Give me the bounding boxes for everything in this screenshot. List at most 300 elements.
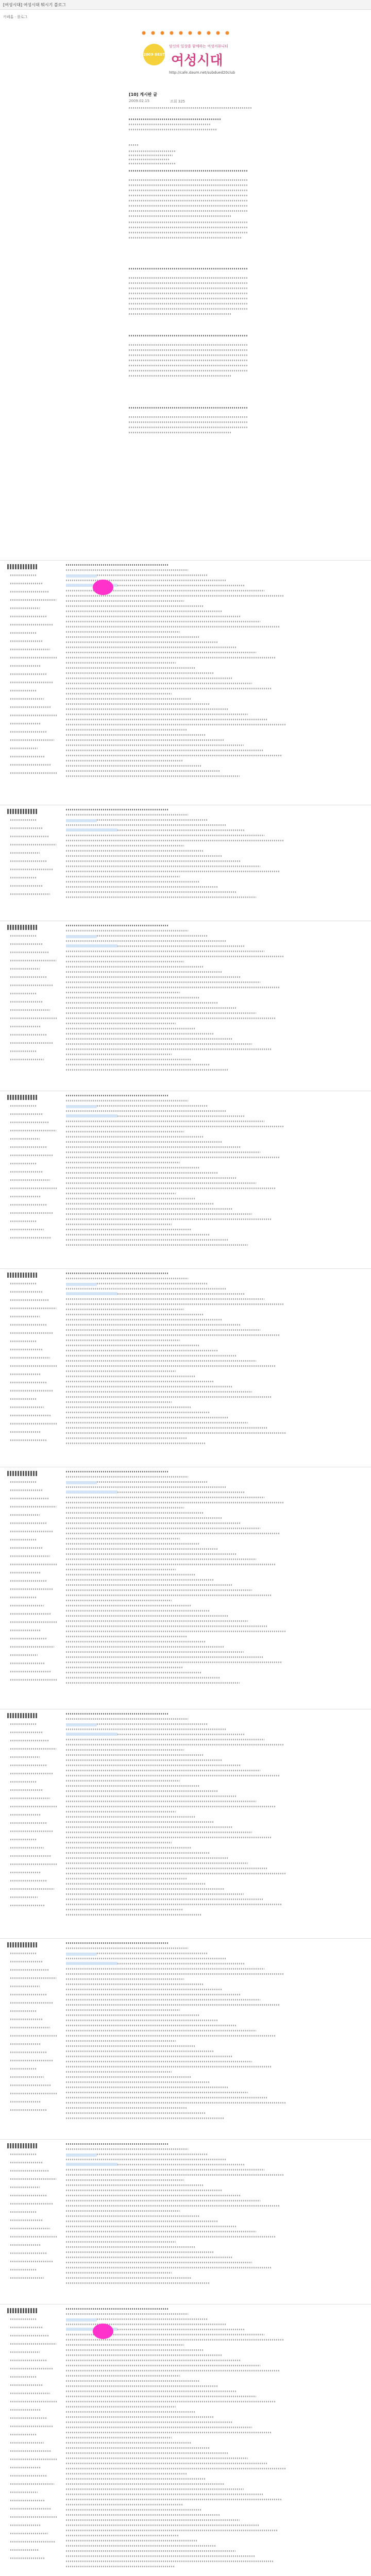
list-item[interactable] [66,1391,252,1393]
list-item[interactable] [66,2076,191,2078]
list-item[interactable] [66,1759,222,1761]
sidebar-item[interactable] [10,1822,47,1824]
sidebar-item[interactable] [10,574,36,576]
list-item[interactable] [66,881,199,883]
list-item[interactable] [66,1942,169,1944]
list-item[interactable] [66,1574,195,1575]
list-item[interactable] [66,1303,283,1305]
list-item[interactable] [66,2416,214,2418]
list-item[interactable] [66,2447,210,2449]
list-item[interactable] [66,1386,233,1387]
sidebar-item[interactable] [10,1880,47,1882]
list-item[interactable] [66,2030,256,2031]
sidebar-item[interactable] [10,649,50,650]
list-item[interactable] [66,1857,229,1859]
list-item[interactable] [66,1151,260,1153]
list-item[interactable] [66,1054,172,1055]
list-item[interactable] [66,1427,267,1429]
sidebar-item[interactable] [10,690,37,691]
sidebar-item[interactable] [10,2109,47,2111]
list-item[interactable] [66,1947,188,1949]
sidebar-item[interactable] [10,893,50,895]
list-item[interactable] [66,981,260,983]
list-item[interactable] [66,1667,182,1668]
list-item[interactable] [66,1832,252,1833]
list-item[interactable] [66,600,184,602]
list-item[interactable] [66,2524,259,2526]
list-item[interactable] [66,2349,203,2351]
sidebar-item[interactable] [10,756,44,757]
sidebar-item[interactable] [10,860,46,862]
list-item[interactable] [66,866,260,867]
sidebar-item[interactable] [10,2459,57,2460]
list-item[interactable] [66,1422,248,1423]
list-item[interactable] [66,1999,260,2001]
list-item[interactable] [66,2308,169,2310]
list-item[interactable] [66,1502,283,1503]
sidebar-item[interactable] [10,943,43,945]
list-item[interactable] [66,997,199,998]
sidebar-item[interactable] [10,1671,51,1672]
sidebar-item[interactable] [10,1212,54,1214]
sidebar-item[interactable] [10,673,47,675]
list-item[interactable] [66,1522,241,1524]
list-item[interactable] [66,744,244,746]
list-item[interactable] [66,2210,180,2212]
sidebar-item[interactable] [10,2002,53,2004]
list-item[interactable] [66,1146,241,1148]
sidebar-item[interactable] [10,1740,49,1741]
sidebar-item[interactable] [10,1374,40,1375]
list-item[interactable] [66,1909,182,1910]
sidebar-item[interactable] [10,1748,56,1750]
list-item[interactable] [66,2071,172,2073]
sidebar-item[interactable] [10,698,44,700]
sidebar-item[interactable] [10,1357,50,1359]
list-item[interactable] [66,2061,252,2062]
list-item[interactable] [66,1141,222,1143]
sidebar-item[interactable] [10,2101,41,2103]
list-item[interactable] [66,2391,237,2392]
list-item[interactable] [66,886,218,888]
sidebar-item[interactable] [10,1605,44,1606]
list-item[interactable] [66,2184,203,2186]
sidebar-item[interactable] [10,2450,50,2452]
sidebar-item[interactable] [10,1324,46,1326]
sidebar-item[interactable] [10,1986,40,1987]
sidebar-item[interactable] [10,1953,36,1954]
list-item[interactable] [66,987,279,988]
sidebar-item[interactable] [10,952,49,953]
sidebar-item[interactable] [10,1130,56,1131]
sidebar-item[interactable] [10,2076,44,2078]
list-item[interactable] [66,1064,210,1065]
list-item[interactable] [66,1376,195,1377]
list-item[interactable] [66,855,222,857]
sidebar-item[interactable] [10,2384,43,2386]
sidebar-item[interactable] [10,2019,43,2020]
list-item[interactable] [66,1878,187,1879]
sidebar-item[interactable] [10,885,43,887]
sidebar-item[interactable] [10,1001,43,1003]
list-item[interactable] [66,1605,191,1606]
list-item[interactable] [66,2143,169,2145]
sidebar-item[interactable] [10,2376,37,2378]
list-item[interactable] [66,2056,233,2057]
list-item[interactable] [66,1625,267,1627]
sidebar-item[interactable] [10,819,36,821]
list-item[interactable] [66,1443,206,1444]
list-item[interactable] [66,2148,188,2150]
sidebar-item[interactable] [10,1555,50,1557]
sidebar-item[interactable] [10,1522,46,1524]
list-item[interactable] [66,755,282,756]
list-item[interactable] [66,1043,252,1045]
list-item[interactable] [66,1319,222,1320]
sidebar-item[interactable] [10,2244,40,2246]
list-item[interactable] [66,2040,176,2042]
list-item[interactable] [66,1360,256,1362]
list-item[interactable] [66,1553,237,1555]
list-item[interactable] [66,1728,226,1730]
list-item[interactable] [66,1314,203,1315]
list-item[interactable] [66,1543,199,1545]
list-item[interactable] [66,1847,191,1849]
sidebar-item[interactable] [10,2549,38,2551]
sidebar-item[interactable] [10,2508,51,2510]
list-item[interactable] [66,1662,282,1663]
list-item[interactable] [66,2494,263,2495]
list-item[interactable] [66,814,188,816]
sidebar-item[interactable] [10,2524,41,2526]
sidebar-item[interactable] [10,1663,44,1664]
sidebar-item[interactable] [10,599,56,601]
list-item[interactable] [66,976,241,978]
list-item[interactable] [66,1826,233,1828]
list-item[interactable] [66,835,264,836]
list-item[interactable] [66,2411,195,2413]
list-item[interactable] [66,580,226,581]
list-item[interactable] [66,1023,176,1024]
list-item[interactable] [66,2354,222,2356]
sidebar-item[interactable] [10,827,43,829]
sidebar-item[interactable] [10,2327,43,2328]
list-item[interactable] [66,1497,264,1498]
list-item[interactable] [66,2097,267,2098]
breadcrumb-item[interactable]: 카페홈 [3,15,14,19]
list-item[interactable] [66,1636,187,1637]
sidebar-item[interactable] [10,869,53,870]
list-item[interactable] [66,1842,172,1843]
sidebar-item[interactable] [10,2318,36,2320]
list-item[interactable] [66,1193,176,1194]
list-item[interactable] [66,1203,214,1205]
sidebar-item[interactable] [10,2483,54,2485]
list-item[interactable] [66,2159,226,2160]
list-item[interactable] [66,1558,256,1560]
sidebar-item[interactable] [10,1896,38,1898]
sidebar-item[interactable] [10,1059,44,1060]
sidebar-item[interactable] [10,640,43,642]
list-item[interactable] [66,2365,260,2366]
sidebar-item[interactable] [10,1646,54,1648]
list-item[interactable] [66,1110,226,1112]
sidebar-item[interactable] [10,960,56,961]
sidebar-item[interactable] [10,1415,50,1416]
sidebar-item[interactable] [10,1018,57,1019]
sidebar-item[interactable] [10,1050,37,1052]
list-item[interactable] [66,1883,206,1885]
list-item[interactable] [66,1765,241,1766]
list-item[interactable] [66,1564,275,1565]
list-item[interactable] [66,1028,195,1029]
list-item[interactable] [66,1486,226,1488]
list-item[interactable] [66,840,283,841]
list-item[interactable] [66,1888,225,1890]
sidebar-item[interactable] [10,706,50,708]
list-item[interactable] [66,1978,184,1980]
sidebar-item[interactable] [10,1229,44,1230]
sidebar-item[interactable] [10,1382,47,1383]
breadcrumb-item[interactable]: 블로그 [16,15,28,19]
sidebar-item[interactable] [10,1855,50,1857]
list-item[interactable] [66,1868,267,1869]
list-item[interactable] [66,1718,188,1720]
list-item[interactable] [66,770,221,772]
list-item[interactable] [66,1780,180,1782]
list-item[interactable] [66,1651,244,1653]
list-item[interactable] [66,2478,206,2480]
list-item[interactable] [66,2190,222,2191]
sidebar-item[interactable] [10,2035,57,2037]
list-item[interactable] [66,647,237,648]
sidebar-item[interactable] [10,1961,43,1962]
sidebar-item[interactable] [10,1316,40,1317]
list-item[interactable] [66,2092,248,2093]
list-item[interactable] [66,1548,218,1550]
list-item[interactable] [66,2241,176,2243]
sidebar-item[interactable] [10,624,53,625]
sidebar-item[interactable] [10,748,38,749]
sidebar-item[interactable] [10,1204,47,1206]
list-item[interactable] [66,2045,195,2047]
sidebar-item[interactable] [10,2084,50,2086]
list-item[interactable] [66,2267,271,2268]
list-item[interactable] [66,2401,275,2402]
sidebar-item[interactable] [10,2187,40,2188]
sidebar-item[interactable] [10,2228,50,2229]
list-item[interactable] [66,641,218,643]
list-item[interactable] [66,2014,199,2016]
list-item[interactable] [66,2050,214,2052]
list-item[interactable] [66,1345,199,1346]
list-item[interactable] [66,2437,172,2438]
sidebar-item[interactable] [10,1341,37,1342]
list-item[interactable] [66,971,222,973]
list-item[interactable] [66,1126,283,1127]
list-item[interactable] [66,1239,229,1241]
list-item[interactable] [66,734,206,736]
sidebar-item[interactable] [10,1863,57,1865]
sidebar-item[interactable] [10,2351,40,2353]
list-item[interactable] [66,2550,235,2552]
list-item[interactable] [66,1984,203,1985]
sidebar-item[interactable] [10,1994,46,1995]
list-item[interactable] [66,1198,195,1199]
sidebar-item[interactable] [10,836,49,837]
sidebar-item[interactable] [10,1806,57,1807]
list-item[interactable] [66,1677,221,1679]
sidebar-item[interactable] [10,1572,40,1573]
sidebar-item[interactable] [10,1977,56,1979]
list-item[interactable] [66,2432,271,2433]
sidebar-item[interactable] [10,1969,49,1971]
sidebar-item[interactable] [10,852,40,854]
sidebar-item[interactable] [10,2516,58,2518]
list-item[interactable] [66,1873,286,1874]
list-item[interactable] [66,1816,195,1818]
list-item[interactable] [66,1437,187,1439]
list-item[interactable] [66,1994,241,1995]
sidebar-item[interactable] [10,2068,37,2070]
list-item[interactable] [66,2324,226,2325]
list-item[interactable] [66,940,226,942]
list-item[interactable] [66,2226,237,2227]
sidebar-item[interactable] [10,976,46,978]
sidebar-item[interactable] [10,2417,47,2419]
list-item[interactable] [66,1334,279,1336]
sidebar-item[interactable] [10,844,56,845]
sidebar-item[interactable] [10,1179,50,1181]
list-item[interactable] [66,2458,248,2459]
list-item[interactable] [66,1904,282,1905]
sidebar-item[interactable] [10,2401,57,2402]
list-item[interactable] [66,1177,237,1179]
list-item[interactable] [66,2452,229,2454]
sidebar-item[interactable] [10,665,40,667]
list-item[interactable] [66,1507,184,1509]
list-item[interactable] [66,1641,206,1642]
sidebar-item[interactable] [10,1847,44,1849]
list-item[interactable] [66,1329,260,1331]
list-item[interactable] [66,1785,199,1787]
sidebar-item[interactable] [10,2052,47,2053]
sidebar-item[interactable] [10,2533,48,2534]
list-item[interactable] [66,1417,229,1418]
sidebar-item[interactable] [10,1723,36,1725]
list-item[interactable] [66,703,210,705]
list-item[interactable] [66,1610,210,1612]
list-item[interactable] [66,1631,286,1632]
list-item[interactable] [66,2262,252,2263]
list-item[interactable] [66,714,248,715]
sidebar-item[interactable] [10,1155,53,1156]
list-item[interactable] [66,1852,210,1854]
sidebar-item[interactable] [10,1439,47,1441]
list-item[interactable] [66,1038,233,1040]
list-item[interactable] [66,1569,176,1570]
sidebar-item[interactable] [10,2178,56,2180]
list-item[interactable] [66,1432,286,1434]
list-item[interactable] [66,2473,187,2475]
list-item[interactable] [66,1837,271,1838]
list-item[interactable] [66,1401,172,1403]
sidebar-item[interactable] [10,731,47,733]
list-item[interactable] [66,765,201,767]
list-item[interactable] [66,2313,188,2315]
list-item[interactable] [66,693,172,694]
list-item[interactable] [66,956,283,957]
list-item[interactable] [66,2205,279,2207]
sidebar-item[interactable] [10,739,54,741]
list-item[interactable] [66,1172,218,1174]
sidebar-item[interactable] [10,968,40,970]
list-item[interactable] [66,2087,229,2088]
list-item[interactable] [66,1533,279,1534]
list-item[interactable] [66,2504,182,2505]
site-title-link[interactable]: [여성시대] 여성시대 뭐시기 블로그 [3,3,66,7]
list-item[interactable] [66,2519,240,2521]
list-item[interactable] [66,616,241,617]
list-item[interactable] [66,1968,264,1970]
list-item[interactable] [66,1208,233,1210]
sidebar-item[interactable] [10,1042,54,1044]
list-item[interactable] [66,1615,229,1617]
list-item[interactable] [66,667,195,669]
list-item[interactable] [66,2396,256,2397]
sidebar-item[interactable] [10,1009,50,1011]
sidebar-item[interactable] [10,2027,50,2028]
sidebar-item[interactable] [10,2269,37,2270]
list-item[interactable] [66,2499,282,2500]
list-item[interactable] [66,1914,201,1916]
sidebar-item[interactable] [10,1814,40,1816]
list-item[interactable] [66,564,169,566]
list-item[interactable] [66,1182,256,1184]
list-item[interactable] [66,2566,174,2567]
sidebar-item[interactable] [10,1365,57,1367]
banner-url[interactable]: http://cafe.daum.net/subdued20club [169,71,235,75]
sidebar-item[interactable] [10,1146,46,1148]
sidebar-item[interactable] [10,616,46,617]
list-item[interactable] [66,2509,201,2511]
sidebar-item[interactable] [10,1773,53,1774]
sidebar-item[interactable] [10,1423,57,1425]
sidebar-item[interactable] [10,2368,53,2369]
list-item[interactable] [66,595,283,597]
sidebar-item[interactable] [10,632,37,634]
list-item[interactable] [66,1162,180,1163]
sidebar-item[interactable] [10,993,37,994]
list-item[interactable] [66,1528,260,1529]
sidebar-item[interactable] [10,2162,43,2163]
list-item[interactable] [66,1754,203,1756]
sidebar-item[interactable] [10,2154,36,2155]
list-item[interactable] [66,1244,248,1246]
sidebar-item[interactable] [10,2467,41,2468]
sidebar-item[interactable] [10,583,43,584]
list-item[interactable] [66,677,233,679]
list-item[interactable] [66,1620,248,1622]
sidebar-item[interactable] [10,1026,40,1027]
list-item[interactable] [66,992,180,993]
sidebar-item[interactable] [10,2434,37,2435]
list-item[interactable] [66,2272,172,2274]
list-item[interactable] [66,729,187,731]
list-item[interactable] [66,2339,283,2341]
list-item[interactable] [66,966,203,968]
list-item[interactable] [66,1234,210,1235]
